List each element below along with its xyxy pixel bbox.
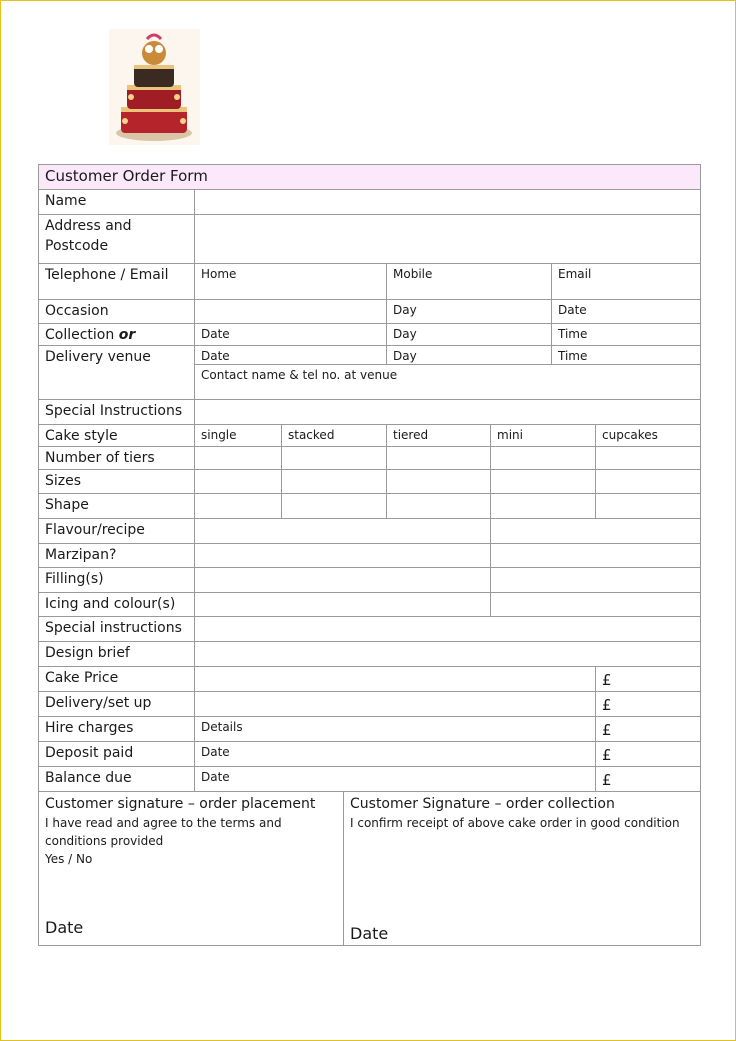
design-brief-field[interactable] — [195, 642, 701, 667]
venue-contact-field[interactable] — [195, 365, 701, 400]
collection-date-field[interactable] — [195, 324, 387, 346]
tiers-cupcakes-cell[interactable] — [596, 447, 701, 470]
cake-logo — [109, 29, 200, 145]
collection-signature-title: Customer Signature – order collection — [350, 796, 615, 812]
icing-label: Icing and colour(s) — [39, 593, 195, 617]
address-field[interactable] — [195, 215, 701, 264]
occasion-date-field[interactable] — [552, 300, 701, 324]
collection-signature-box[interactable] — [344, 792, 701, 946]
hire-details-field[interactable] — [195, 717, 596, 742]
style-stacked-option[interactable]: stacked — [282, 425, 387, 447]
sizes-cupcakes-cell[interactable] — [596, 470, 701, 494]
placement-yes-no[interactable]: Yes / No — [45, 852, 93, 866]
occasion-field[interactable] — [195, 300, 387, 324]
date-label: Date — [201, 745, 230, 759]
email-label: Email — [558, 267, 592, 281]
shape-tiered-cell[interactable] — [387, 494, 491, 519]
design-brief-label: Design brief — [39, 642, 195, 667]
placement-terms-text: I have read and agree to the terms and conditions provided — [45, 816, 282, 848]
flavour-field-extra[interactable] — [491, 519, 701, 544]
details-label: Details — [201, 720, 243, 734]
icing-field[interactable] — [195, 593, 491, 617]
day-label: Day — [393, 303, 417, 317]
home-label: Home — [201, 267, 237, 281]
cake-price-amount-field[interactable]: £ — [596, 667, 701, 692]
telephone-label: Telephone / Email — [39, 264, 195, 300]
tiers-single-cell[interactable] — [195, 447, 282, 470]
cake-price-notes-field[interactable] — [195, 667, 596, 692]
occasion-day-field[interactable] — [387, 300, 552, 324]
date-label: Date — [558, 303, 587, 317]
deposit-amount-field[interactable]: £ — [596, 742, 701, 767]
flavour-label: Flavour/recipe — [39, 519, 195, 544]
sizes-stacked-cell[interactable] — [282, 470, 387, 494]
style-tiered-option[interactable]: tiered — [387, 425, 491, 447]
sizes-tiered-cell[interactable] — [387, 470, 491, 494]
tiers-label: Number of tiers — [39, 447, 195, 470]
home-phone-field[interactable] — [195, 264, 387, 300]
day-label: Day — [393, 349, 417, 363]
contact-label: Contact name & tel no. at venue — [201, 368, 398, 382]
collection-day-field[interactable] — [387, 324, 552, 346]
balance-amount-field[interactable]: £ — [596, 767, 701, 792]
marzipan-field-extra[interactable] — [491, 544, 701, 568]
date-label: Date — [201, 349, 230, 363]
name-field[interactable] — [195, 190, 701, 215]
delivery-venue-label: Delivery venue — [39, 346, 195, 400]
special-instructions-field[interactable] — [195, 617, 701, 642]
sizes-label: Sizes — [39, 470, 195, 494]
delivery-day-field[interactable] — [387, 346, 552, 365]
collection-time-field[interactable] — [552, 324, 701, 346]
filling-field[interactable] — [195, 568, 491, 593]
deposit-paid-label: Deposit paid — [39, 742, 195, 767]
hire-charges-label: Hire charges — [39, 717, 195, 742]
balance-due-label: Balance due — [39, 767, 195, 792]
email-field[interactable] — [552, 264, 701, 300]
shape-label: Shape — [39, 494, 195, 519]
hire-amount-field[interactable]: £ — [596, 717, 701, 742]
collection-confirm-text: I confirm receipt of above cake order in good condition — [350, 816, 680, 830]
icing-field-extra[interactable] — [491, 593, 701, 617]
mobile-phone-field[interactable] — [387, 264, 552, 300]
name-label: Name — [39, 190, 195, 215]
balance-date-field[interactable] — [195, 767, 596, 792]
tiers-mini-cell[interactable] — [491, 447, 596, 470]
marzipan-field[interactable] — [195, 544, 491, 568]
sizes-mini-cell[interactable] — [491, 470, 596, 494]
delivery-setup-label: Delivery/set up — [39, 692, 195, 717]
sizes-single-cell[interactable] — [195, 470, 282, 494]
cake-price-label: Cake Price — [39, 667, 195, 692]
form-title: Customer Order Form — [39, 165, 701, 190]
shape-cupcakes-cell[interactable] — [596, 494, 701, 519]
style-mini-option[interactable]: mini — [491, 425, 596, 447]
delivery-date-field[interactable] — [195, 346, 387, 365]
day-label: Day — [393, 327, 417, 341]
marzipan-label: Marzipan? — [39, 544, 195, 568]
shape-single-cell[interactable] — [195, 494, 282, 519]
order-form-table — [38, 164, 701, 946]
tiers-tiered-cell[interactable] — [387, 447, 491, 470]
deposit-date-field[interactable] — [195, 742, 596, 767]
delivery-setup-amount-field[interactable]: £ — [596, 692, 701, 717]
flavour-field[interactable] — [195, 519, 491, 544]
time-label: Time — [558, 327, 588, 341]
occasion-label: Occasion — [39, 300, 195, 324]
placement-date-label: Date — [45, 918, 84, 937]
placement-signature-box[interactable] — [39, 792, 344, 946]
placement-signature-title: Customer signature – order placement — [45, 796, 316, 812]
address-label: Address and Postcode — [39, 215, 195, 264]
tiers-stacked-cell[interactable] — [282, 447, 387, 470]
time-label: Time — [558, 349, 588, 363]
special-instructions-top-field[interactable] — [195, 400, 701, 425]
cake-style-label: Cake style — [39, 425, 195, 447]
filling-field-extra[interactable] — [491, 568, 701, 593]
collection-date-label: Date — [350, 924, 389, 943]
mobile-label: Mobile — [393, 267, 433, 281]
special-instructions-label: Special instructions — [39, 617, 195, 642]
special-instructions-top-label: Special Instructions — [39, 400, 195, 425]
shape-stacked-cell[interactable] — [282, 494, 387, 519]
date-label: Date — [201, 327, 230, 341]
shape-mini-cell[interactable] — [491, 494, 596, 519]
style-cupcakes-option[interactable]: cupcakes — [596, 425, 701, 447]
delivery-setup-notes-field[interactable] — [195, 692, 596, 717]
filling-label: Filling(s) — [39, 568, 195, 593]
delivery-time-field[interactable] — [552, 346, 701, 365]
date-label: Date — [201, 770, 230, 784]
or-label: or — [118, 327, 136, 343]
style-single-option[interactable]: single — [195, 425, 282, 447]
collection-label: Collection or — [39, 324, 195, 346]
